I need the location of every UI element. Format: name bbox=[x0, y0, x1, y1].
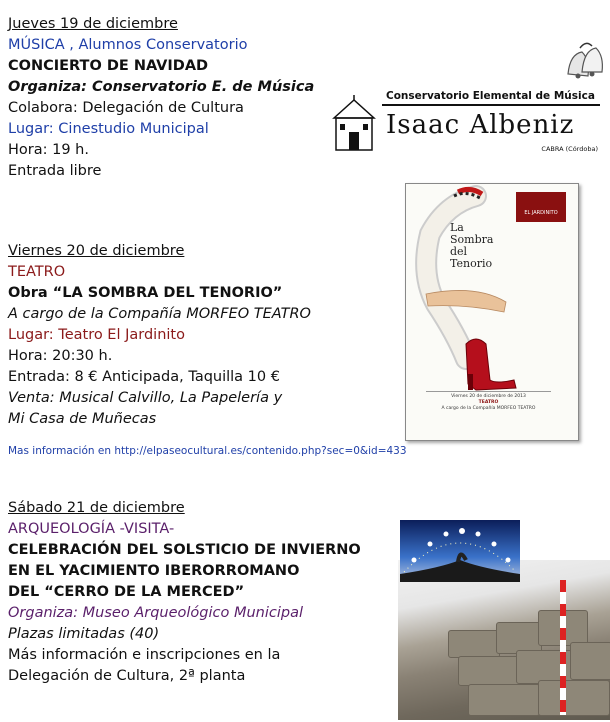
event2-time: Hora: 20:30 h. bbox=[8, 348, 113, 364]
logo-title: Conservatorio Elemental de Música bbox=[386, 90, 595, 102]
christmas-bells-icon bbox=[560, 36, 608, 84]
event1-organizer: Organiza: Conservatorio E. de Música bbox=[8, 79, 315, 95]
poster-info: Viernes 20 de diciembre de 2013 TEATRO A cargo de la Compañía MORFEO TEATRO bbox=[426, 391, 551, 412]
poster-venue: EL JARDINITO bbox=[516, 192, 566, 222]
event1-time: Hora: 19 h. bbox=[8, 142, 89, 158]
event3-info-line2: Delegación de Cultura, 2ª planta bbox=[8, 668, 246, 684]
event3-date: Sábado 21 de diciembre bbox=[8, 500, 185, 516]
leg-illustration bbox=[406, 184, 578, 394]
logo-city: CABRA (Córdoba) bbox=[541, 145, 598, 153]
solstice-sky-photo bbox=[400, 520, 520, 582]
event3-title-line3: DEL “CERRO DE LA MERCED” bbox=[8, 584, 245, 600]
event2-sale-line1: Venta: Musical Calvillo, La Papelería y bbox=[8, 390, 283, 406]
conservatorio-logo bbox=[330, 90, 606, 162]
event3-info-line1: Más información e inscripciones en la bbox=[8, 647, 281, 663]
poster-title: La Sombra del Tenorio bbox=[450, 221, 494, 270]
event3-category: ARQUEOLOGÍA -VISITA- bbox=[8, 521, 175, 537]
archaeological-site-photo bbox=[398, 560, 610, 720]
event2-title: Obra “LA SOMBRA DEL TENORIO” bbox=[8, 285, 283, 301]
event1-collaborator: Colabora: Delegación de Cultura bbox=[8, 100, 244, 116]
event2-venue: Lugar: Teatro El Jardinito bbox=[8, 327, 185, 343]
sun-path-icon bbox=[400, 520, 520, 582]
event3-title-line1: CELEBRACIÓN DEL SOLSTICIO DE INVIERNO bbox=[8, 542, 361, 558]
event1-entry: Entrada libre bbox=[8, 163, 102, 179]
logo-divider bbox=[382, 104, 600, 106]
theatre-poster bbox=[405, 183, 579, 441]
event2-company: A cargo de la Compañía MORFEO TEATRO bbox=[8, 306, 311, 322]
event1-venue: Lugar: Cinestudio Municipal bbox=[8, 121, 209, 137]
event2-more-info-link[interactable]: Mas información en http://elpaseocultural.es/contenido.php?sec=0&id=433 bbox=[8, 445, 407, 457]
event2-category: TEATRO bbox=[8, 264, 66, 280]
event3-places: Plazas limitadas (40) bbox=[8, 626, 160, 642]
event2-entry: Entrada: 8 € Anticipada, Taquilla 10 € bbox=[8, 369, 280, 385]
logo-name: Isaac Albeniz bbox=[386, 110, 575, 140]
measuring-pole bbox=[560, 580, 566, 715]
event3-organizer: Organiza: Museo Arqueológico Municipal bbox=[8, 605, 304, 621]
event2-sale-line2: Mi Casa de Muñecas bbox=[8, 411, 157, 427]
event1-date: Jueves 19 de diciembre bbox=[8, 16, 178, 32]
event1-category: MÚSICA , Alumnos Conservatorio bbox=[8, 37, 248, 53]
event2-date: Viernes 20 de diciembre bbox=[8, 243, 185, 259]
event1-title: CONCIERTO DE NAVIDAD bbox=[8, 58, 209, 74]
event3-title-line2: EN EL YACIMIENTO IBERORROMANO bbox=[8, 563, 300, 579]
building-icon bbox=[330, 94, 378, 156]
